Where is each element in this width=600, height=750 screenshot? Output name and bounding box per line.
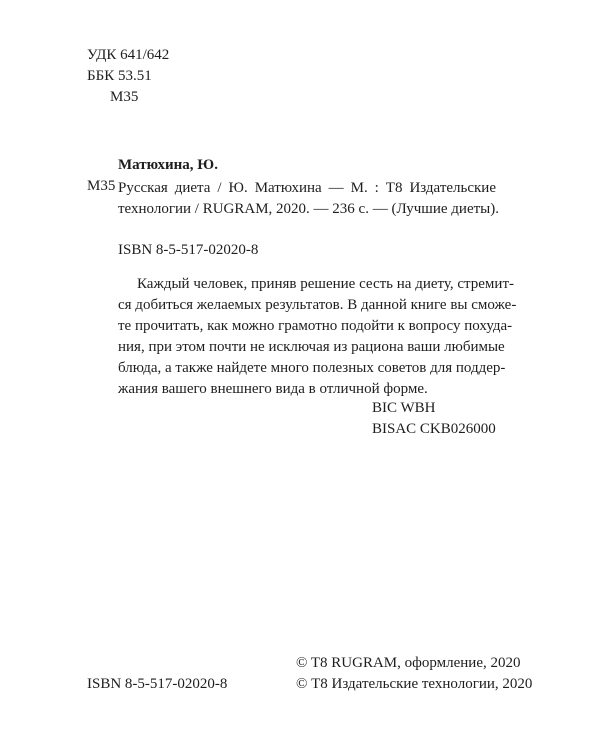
record-author-mark: М35 — [87, 178, 116, 194]
udk-code: УДК 641/642 — [87, 47, 170, 63]
bisac-code: BISAC CKB026000 — [372, 421, 496, 437]
record-author: Матюхина, Ю. — [118, 157, 218, 173]
record-description-line: Русская диета / Ю. Матюхина — М. : Т8 Издательские — [118, 180, 496, 196]
bbk-code: ББК 53.51 — [87, 68, 152, 84]
annotation-line: ния, при этом почти не исключая из рациона ваши любимые — [118, 339, 505, 355]
copyright-line: © Т8 Издательские технологии, 2020 — [296, 676, 533, 692]
annotation-line: те прочитать, как можно грамотно подойти к вопросу похуда- — [118, 318, 513, 334]
annotation-line: ся добиться желаемых результатов. В данной книге вы сможе- — [118, 297, 517, 313]
record-isbn: ISBN 8-5-517-02020-8 — [118, 242, 259, 258]
copyright-line: © T8 RUGRAM, оформление, 2020 — [296, 655, 521, 671]
record-description-line: технологии / RUGRAM, 2020. — 236 с. — (Лучшие диеты). — [118, 201, 499, 217]
footer-isbn: ISBN 8-5-517-02020-8 — [87, 676, 228, 692]
annotation-line: жания вашего внешнего вида в отличной форме. — [118, 381, 428, 397]
author-mark: М35 — [110, 89, 139, 105]
annotation-line: блюда, а также найдете много полезных советов для поддер- — [118, 360, 506, 376]
bic-code: BIC WBH — [372, 400, 436, 416]
annotation-line: Каждый человек, приняв решение сесть на диету, стремит- — [137, 276, 514, 292]
